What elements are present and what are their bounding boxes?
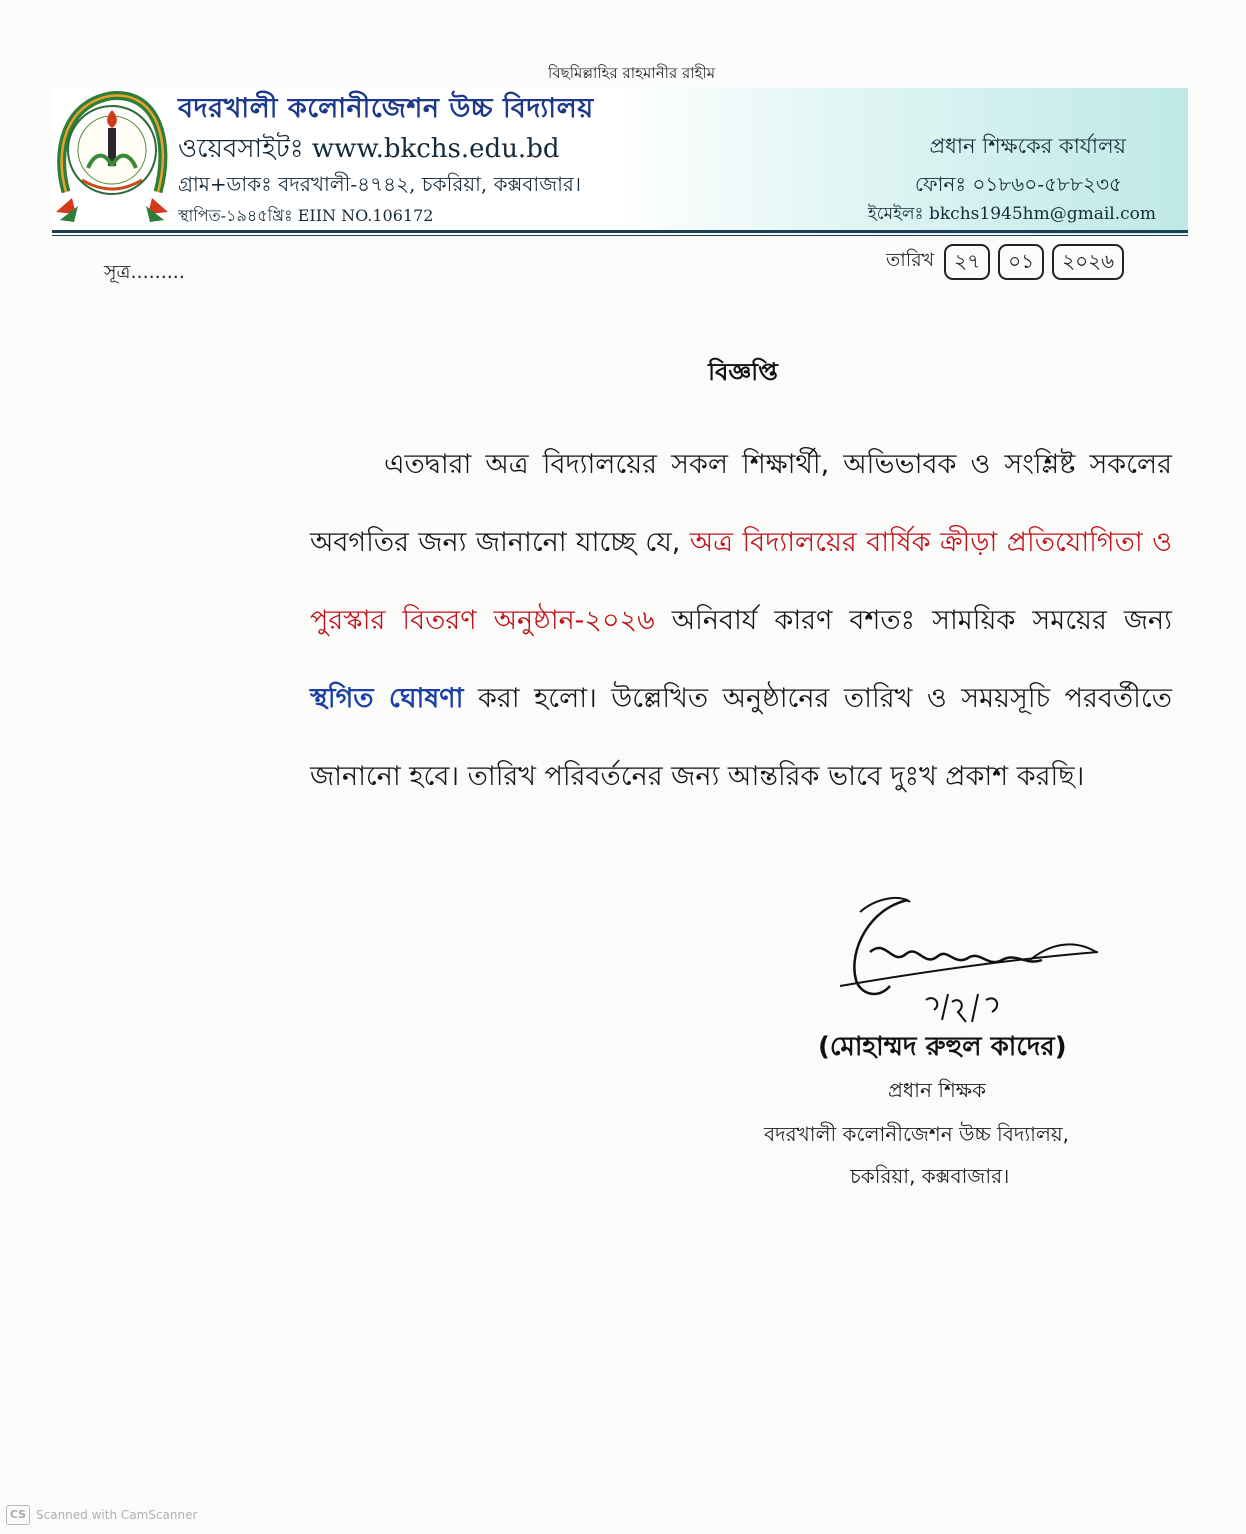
watermark-text: Scanned with CamScanner (36, 1508, 198, 1522)
event-highlight: অত্র বিদ্যালয়ের বার্ষিক ক্রীড়া প্রতিযোগিতা ও পুরস্কার বিতরণ অনুষ্ঠান-২০২৬ (310, 527, 1172, 636)
school-name: বদরখালী কলোনীজেশন উচ্চ বিদ্যালয় (178, 93, 594, 124)
signatory-location: চকরিয়া, কক্সবাজার। (850, 1164, 1010, 1188)
headmaster-office-label: প্রধান শিক্ষকের কার্যালয় (929, 134, 1126, 158)
signatory-name: (মোহাম্মদ রুহুল কাদের) (818, 1032, 1067, 1062)
letterhead-divider (52, 230, 1188, 233)
notice-title: বিজ্ঞপ্তি (708, 358, 778, 386)
notice-intro: এতদ্বারা অত্র বিদ্যালয়ের সকল শিক্ষার্থী, অভিভাবক ও সংশ্লিষ্ট সকলের অবগতির জন্য জানানো যাচ্ছে যে, (310, 449, 1172, 558)
date-field (886, 242, 1124, 282)
postponed-highlight: স্থগিত ঘোষণা (310, 683, 464, 714)
email-line: ইমেইলঃ bkchs1945hm@gmail.com (867, 204, 1156, 224)
reference-number: সূত্র......... (104, 261, 185, 283)
bismillah-line: বিছমিল্লাহির রাহমানীর রাহীম (548, 64, 716, 82)
established-eiin-line: স্থাপিত-১৯৪৫খ্রিঃ EIIN NO.106172 (178, 206, 434, 225)
date-month-box: ০১ (998, 244, 1044, 280)
date-day-box: ২৭ (944, 244, 990, 280)
website-line: ওয়েবসাইটঃ www.bkchs.edu.bd (178, 134, 560, 164)
notice-body (310, 426, 1172, 816)
date-year-box: ২০২৬ (1052, 244, 1124, 280)
date-label: তারিখ (886, 249, 935, 271)
scanner-watermark (6, 1505, 197, 1525)
notice-ending: করা হলো। উল্লেখিত অনুষ্ঠানের তারিখ ও সময়সূচি পরবর্তীতে জানানো হবে। তারিখ পরিবর্তনের জন্য আন্তরিক ভাবে দুঃখ প্রকাশ করছি। (310, 683, 1172, 792)
school-logo-icon (52, 80, 172, 226)
handwritten-signature (830, 890, 1120, 1040)
signatory-school: বদরখালী কলোনীজেশন উচ্চ বিদ্যালয়, (764, 1122, 1069, 1146)
notice-middle: অনিবার্য কারণ বশতঃ সাময়িক সময়ের জন্য (654, 605, 1172, 636)
signatory-title: প্রধান শিক্ষক (888, 1078, 986, 1102)
address-line: গ্রাম+ডাকঃ বদরখালী-৪৭৪২, চকরিয়া, কক্সবাজার। (178, 172, 582, 196)
camscanner-logo-icon: CS (6, 1505, 30, 1525)
letterhead-divider-thin (52, 235, 1188, 236)
phone-line: ফোনঃ ০১৮৬০-৫৮৮২৩৫ (914, 172, 1122, 196)
